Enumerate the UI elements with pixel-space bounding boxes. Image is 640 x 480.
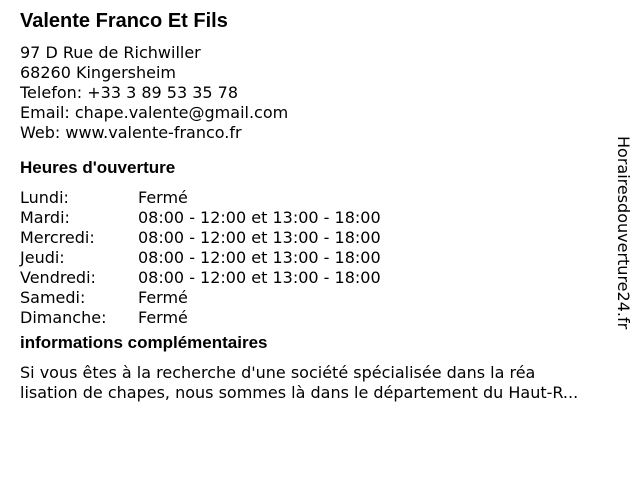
- hours-value: Fermé: [138, 308, 188, 327]
- day-label: Samedi:: [20, 288, 86, 307]
- hours-row-jeudi: [20, 248, 610, 268]
- hours-value: 08:00 - 12:00 et 13:00 - 18:00: [138, 228, 381, 247]
- hours-value: 08:00 - 12:00 et 13:00 - 18:00: [138, 208, 381, 227]
- hours-value: 08:00 - 12:00 et 13:00 - 18:00: [138, 268, 381, 287]
- hours-row-samedi: [20, 288, 610, 308]
- hours-value: Fermé: [138, 288, 188, 307]
- day-label: Mercredi:: [20, 228, 95, 247]
- day-label: Dimanche:: [20, 308, 107, 327]
- site-watermark: Horairesdouverture24.fr: [614, 136, 633, 330]
- contact-block: [20, 43, 610, 143]
- additional-info-text: [20, 363, 632, 403]
- email-address: Email: chape.valente@gmail.com: [20, 103, 289, 122]
- hours-row-vendredi: [20, 268, 610, 288]
- phone-number: Telefon: +33 3 89 53 35 78: [20, 83, 239, 102]
- additional-info-line: lisation de chapes, nous sommes là dans le département du Haut-R...: [20, 383, 579, 402]
- additional-info-title: informations complémentaires: [20, 333, 268, 352]
- business-card: [20, 8, 610, 403]
- hours-row-mardi: [20, 208, 610, 228]
- business-name: Valente Franco Et Fils: [20, 10, 228, 32]
- day-label: Mardi:: [20, 208, 70, 227]
- hours-value: 08:00 - 12:00 et 13:00 - 18:00: [138, 248, 381, 267]
- hours-value: Fermé: [138, 188, 188, 207]
- opening-hours-title: Heures d'ouverture: [20, 158, 176, 177]
- additional-info-line: Si vous êtes à la recherche d'une société spécialisée dans la réa: [20, 363, 536, 382]
- day-label: Lundi:: [20, 188, 69, 207]
- hours-row-dimanche: [20, 308, 610, 328]
- day-label: Jeudi:: [20, 248, 65, 267]
- day-label: Vendredi:: [20, 268, 96, 287]
- address-street: 97 D Rue de Richwiller: [20, 43, 201, 62]
- hours-row-lundi: [20, 188, 610, 208]
- hours-row-mercredi: [20, 228, 610, 248]
- website: Web: www.valente-franco.fr: [20, 123, 242, 142]
- opening-hours-table: [20, 188, 610, 328]
- address-city: 68260 Kingersheim: [20, 63, 176, 82]
